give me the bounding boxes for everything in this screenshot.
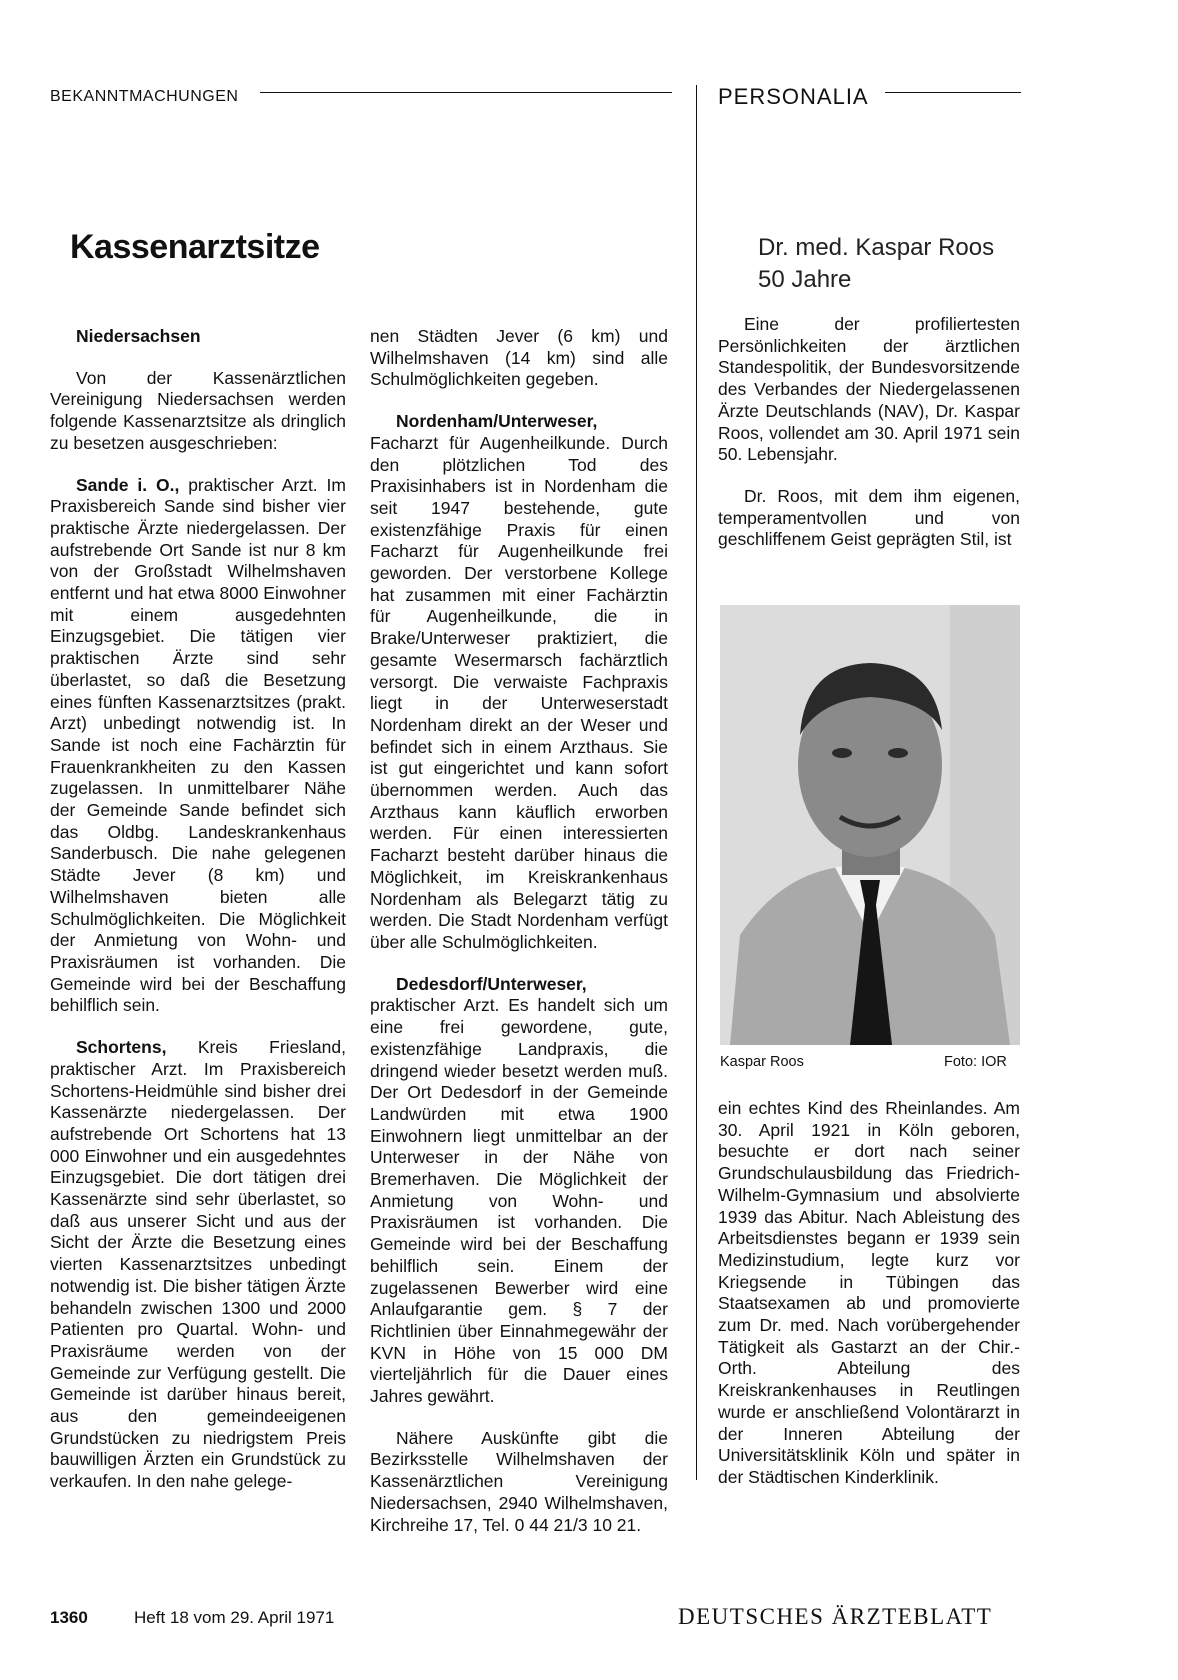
listing-nordenham-title: Nordenham/Unterweser, bbox=[396, 411, 598, 432]
listing-dedesdorf bbox=[370, 974, 668, 1408]
article-column-2 bbox=[370, 326, 668, 1536]
photo-caption-credit: Foto: IOR bbox=[944, 1054, 1007, 1070]
portrait-illustration bbox=[720, 605, 1020, 1045]
header-rule-left bbox=[260, 92, 672, 93]
continuation-paragraph: nen Städten Jever (6 km) und Wilhelmshaven (14 km) sind alle Schulmöglichkeiten gegeben. bbox=[370, 326, 668, 390]
portrait-photo bbox=[720, 605, 1020, 1045]
article-column-1 bbox=[50, 326, 346, 1493]
portrait-title-age: 50 Jahre bbox=[758, 266, 852, 293]
portrait-title-name: Dr. med. Kaspar Roos bbox=[758, 234, 995, 261]
personalia-paragraph-1: Eine der profiliertesten Persönlichkeiten der ärztlichen Standespolitik, der Bundesvorsitzende des Verbandes der Niedergelassenen Ärzte Deutschlands (NAV), Dr. Kaspar Roos, vollendet am 30. April 1971 sein 50. Lebensjahr. bbox=[718, 314, 1020, 465]
article-subhead: Niedersachsen bbox=[76, 326, 201, 346]
listing-nordenham bbox=[370, 411, 668, 954]
personalia-paragraph-2: Dr. Roos, mit dem ihm eigenen, temperamentvollen und von geschliffenem Geist geprägten Stil, ist bbox=[718, 485, 1020, 550]
masthead: DEUTSCHES ÄRZTEBLATT bbox=[678, 1604, 993, 1629]
issue-info: Heft 18 vom 29. April 1971 bbox=[134, 1608, 335, 1627]
listing-dedesdorf-body: praktischer Arzt. Es handelt sich um eine frei gewordene, gute, existenzfähige Landpraxis, die dringend wieder besetzt werden muß. Der Ort Dedesdorf in der Gemeinde Landwürden mit etwa 1900 Einwohnern liegt unmittelbar an der Unterweser in der Nähe von Bremerhaven. Die Möglichkeit der Anmietung von Wohn- und Praxisräumen ist vorhanden. Die Gemeinde wird bei der Beschaffung behilflich sein. Einem der zugelassenen Bewerber wird eine Anlaufgarantie gem. § 7 der Richtlinien über Einnahmegewähr der KVN in Höhe von 15 000 DM vierteljährlich für die Dauer eines Jahres gewährt. bbox=[370, 995, 668, 1407]
page-number: 1360 bbox=[50, 1608, 88, 1627]
listing-dedesdorf-title: Dedesdorf/Unterweser, bbox=[396, 973, 587, 994]
intro-paragraph: Von der Kassenärztlichen Vereinigung Niedersachsen werden folgende Kassenarztsitze als dringlich zu besetzen ausgeschrieben: bbox=[50, 367, 346, 453]
personalia-intro bbox=[718, 314, 1020, 551]
portrait-title bbox=[758, 232, 994, 296]
section-label-personalia: PERSONALIA bbox=[718, 84, 869, 109]
photo-caption-name: Kaspar Roos bbox=[720, 1054, 804, 1070]
section-label-bekanntmachungen: BEKANNTMACHUNGEN bbox=[50, 88, 239, 105]
listing-sande-title: Sande i. O., bbox=[76, 474, 180, 495]
personalia-paragraph-3: ein echtes Kind des Rheinlandes. Am 30. April 1921 in Köln geboren, besuchte er dort nach seiner Grundschulausbildung das Friedrich-Wilhelm-Gymnasium und absolvierte 1939 das Abitur. Nach Ableistung des Arbeitsdienstes begann er 1939 sein Medizinstudium, legte kurz vor Kriegsende in Tübingen das Staatsexamen ab und promovierte zum Dr. med. Nach vorübergehender Tätigkeit als Gastarzt an der Chir.-Orth. Abteilung des Kreiskrankenhauses in Reutlingen wurde er anschließend Volontärarzt in der Inneren Abteilung der Universitätsklinik Köln und später in der Städtischen Kinderklinik. bbox=[718, 1098, 1020, 1487]
column-divider bbox=[696, 85, 697, 1480]
listing-sande-body: praktischer Arzt. Im Praxisbereich Sande sind bisher vier praktische Ärzte niedergelassen. Der aufstrebende Ort Sande ist nur 8 km von der Großstadt Wilhelmshaven entfernt und hat etwa 8000 Einwohner mit einem ausgedehnten Einzugsgebiet. Die tätigen vier praktischen Ärzte sind sehr überlastet, so daß die Besetzung eines fünften Kassenarztsitzes (prakt. Arzt) unbedingt notwendig ist. In Sande ist noch eine Fachärztin für Frauenkrankheiten zu den Kassen zugelassen. In unmittelbarer Nähe der Gemeinde Sande befindet sich das Oldbg. Landeskrankenhaus Sanderbusch. Die nahe gelegenen Städte Jever (8 km) und Wilhelmshaven bieten alle Schulmöglichkeiten. Die Möglichkeit der Anmietung von Wohn- und Praxisräumen ist vorhanden. Die Gemeinde wird bei der Beschaffung behilflich sein. bbox=[50, 474, 346, 1016]
personalia-continued bbox=[718, 1098, 1020, 1489]
header-rule-right bbox=[885, 92, 1021, 93]
listing-schortens bbox=[50, 1037, 346, 1493]
contact-paragraph: Nähere Auskünfte gibt die Bezirksstelle Wilhelmshaven der Kassenärztlichen Vereinigung Niedersachsen, 2940 Wilhelmshaven, Kirchreihe 17, Tel. 0 44 21/3 10 21. bbox=[370, 1427, 668, 1535]
listing-schortens-title: Schortens, bbox=[76, 1037, 167, 1058]
listing-schortens-body: Kreis Friesland, praktischer Arzt. Im Praxisbereich Schortens-Heidmühle sind bisher drei Kassenärzte niedergelassen. Der aufstrebende Ort Schortens hat 13 000 Einwohner und ein ausgedehntes Einzugsgebiet. Die dort tätigen drei Kassenärzte sind sehr überlastet, so daß aus unserer Sicht und aus der Sicht der Ärzte die Besetzung eines vierten Kassenarztsitzes unbedingt notwendig ist. Die bisher tätigen Ärzte behandeln zwischen 1300 und 2000 Patienten pro Quartal. Wohn- und Praxisräume werden von der Gemeinde zur Verfügung gestellt. Die Gemeinde ist darüber hinaus bereit, aus den gemeindeeigenen Grundstücken zu niedrigstem Preis bauwilligen Ärzten ein Grundstück zu verkaufen. In den nahe gelege- bbox=[50, 1037, 346, 1492]
listing-sande bbox=[50, 475, 346, 1018]
article-headline: Kassenarztsitze bbox=[70, 228, 320, 266]
listing-nordenham-body: Facharzt für Augenheilkunde. Durch den plötzlichen Tod des Praxisinhabers ist in Nordenham die seit 1947 bestehende, gute existenzfähige Praxis für einen Facharzt für Augenheilkunde frei geworden. Der verstorbene Kollege hat zusammen mit einer Fachärztin für Augenheilkunde, die in Brake/Unterweser praktiziert, die gesamte Wesermarsch fachärztlich versorgt. Die verwaiste Fachpraxis liegt in der Unterweserstadt Nordenham direkt an der Weser und befindet sich in einem Arzthaus. Sie ist gut eingerichtet und kann sofort übernommen werden. Auch das Arzthaus kann käuflich erworben werden. Für einen interessierten Facharzt besteht darüber hinaus die Möglichkeit, im Kreiskrankenhaus Nordenham als Belegarzt tätig zu werden. Die Stadt Nordenham verfügt über alle Schulmöglichkeiten. bbox=[370, 432, 668, 952]
